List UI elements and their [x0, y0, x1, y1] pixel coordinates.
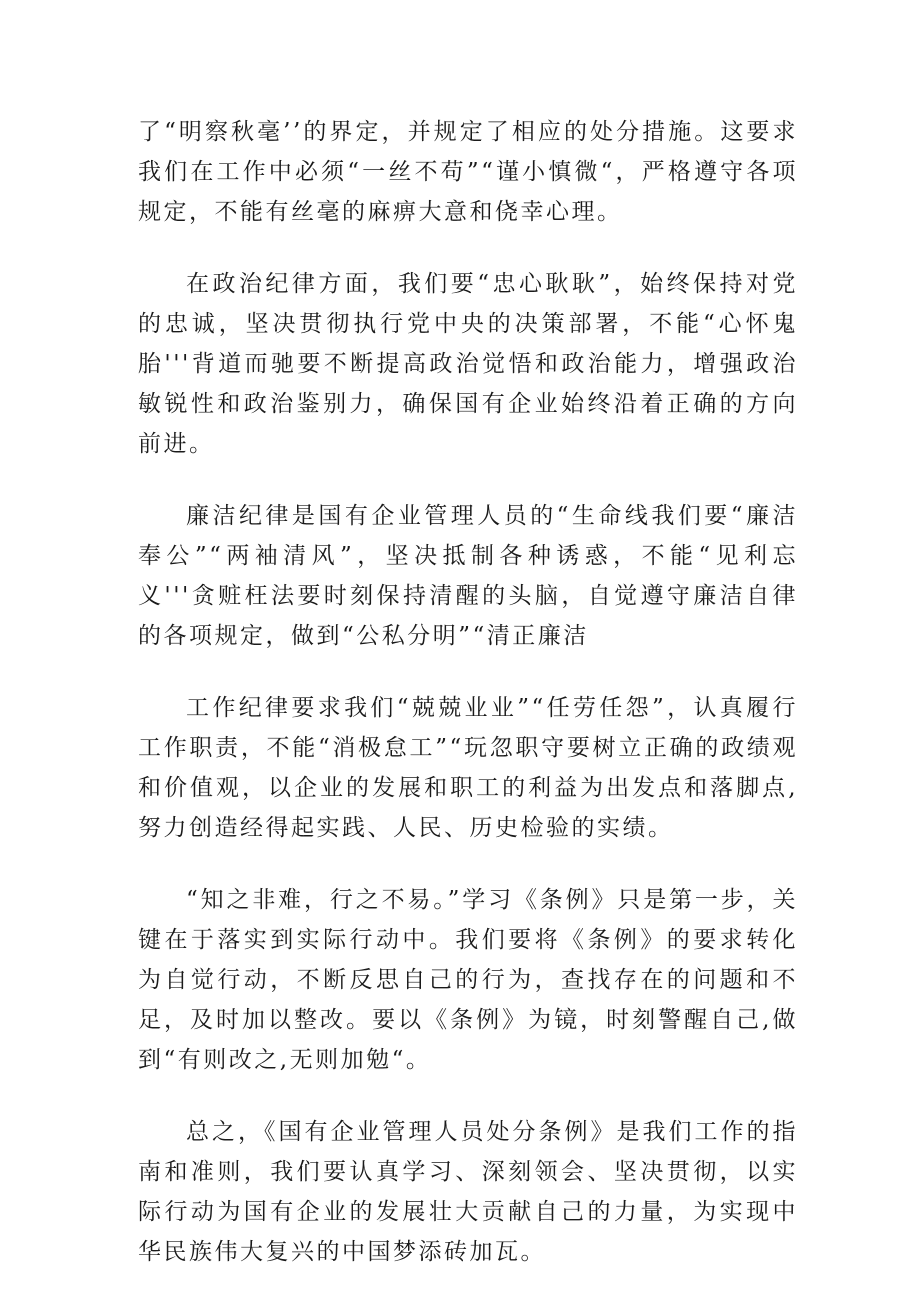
- paragraph-integrity-discipline: 廉洁纪律是国有企业管理人员的“生命线我们要“廉洁奉公”“两袖清风”，坚决抵制各种诱惑，不能“见利忘义'''贪赃枉法要时刻保持清醒的头脑，自觉遵守廉洁自律的各项规定，做到“公私分明”“清正廉洁: [138, 503, 798, 649]
- paragraph-political-discipline: 在政治纪律方面，我们要“忠心耿耿”，始终保持对党的忠诚，坚决贯彻执行党中央的决策部署，不能“心怀鬼胎'''背道而驰要不断提高政治觉悟和政治能力，增强政治敏锐性和政治鉴别力，确保国有企业始终沿着正确的方向前进。: [138, 271, 798, 457]
- paragraph-work-discipline: 工作纪律要求我们“兢兢业业”“任劳任怨”，认真履行工作职责，不能“消极怠工”“玩忽职守要树立正确的政绩观和价值观，以企业的发展和职工的利益为出发点和落脚点,努力创造经得起实践、人民、历史检验的实绩。: [138, 695, 798, 841]
- paragraph-continuation: 了“明察秋毫’’的界定，并规定了相应的处分措施。这要求我们在工作中必须“一丝不苟”“谨小慎微“，严格遵守各项规定，不能有丝毫的麻痹大意和侥幸心理。: [138, 119, 798, 225]
- paragraph-action: “知之非难，行之不易。”学习《条例》只是第一步，关键在于落实到实际行动中。我们要将《条例》的要求转化为自觉行动，不断反思自己的行为，查找存在的问题和不足，及时加以整改。要以《条例》为镜，时刻警醒自己,做到“有则改之,无则加勉“。: [138, 887, 798, 1073]
- document-body: [138, 112, 798, 1304]
- paragraph-conclusion: 总之，《国有企业管理人员处分条例》是我们工作的指南和准则，我们要认真学习、深刻领会、坚决贯彻，以实际行动为国有企业的发展壮大贡献自己的力量，为实现中华民族伟大复兴的中国梦添砖加瓦。: [138, 1119, 798, 1265]
